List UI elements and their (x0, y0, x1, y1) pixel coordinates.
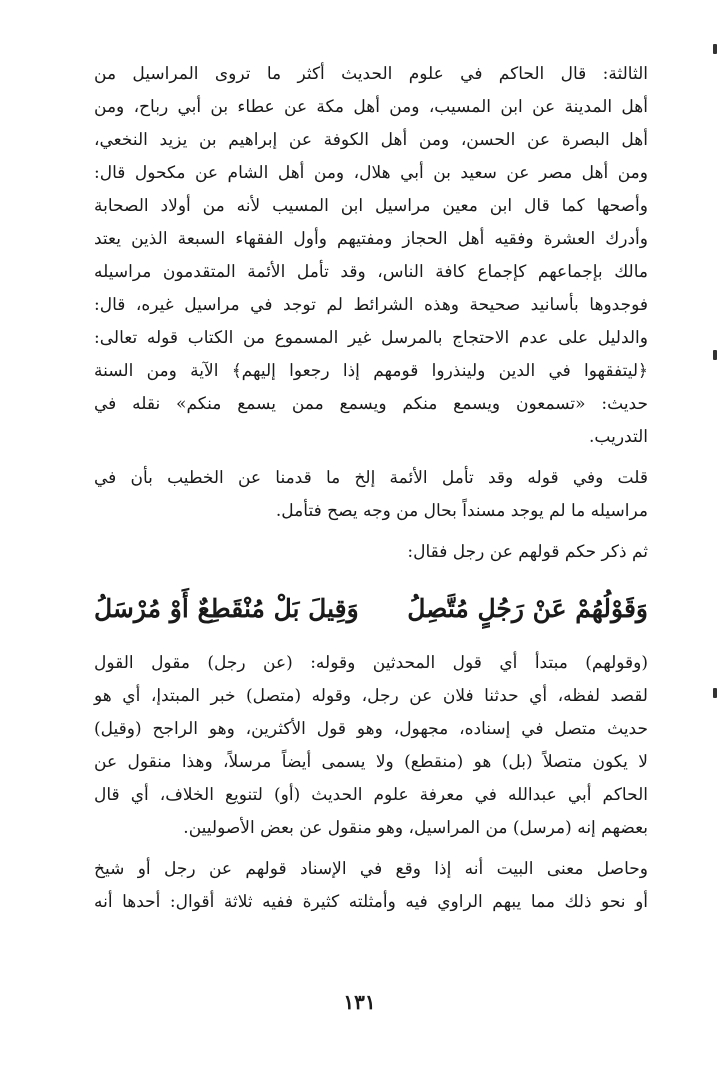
intro-line (94, 536, 648, 569)
text-line: ومن أهل مصر عن سعيد بن أبي هلال، ومن أهل الشام عن مكحول قال: (94, 163, 648, 183)
text-line: قلت وفي قوله وقد تأمل الأئمة إلخ ما قدمنا عن الخطيب بأن في (94, 468, 648, 488)
text-line: والدليل على عدم الاحتجاج بالمرسل غير المسموع من الكتاب قوله تعالى: (94, 328, 648, 348)
verse-first-hemistich: وَقَوْلُهُمْ عَنْ رَجُلٍ مُتَّصِلُ (407, 594, 648, 623)
paragraph-4 (94, 853, 648, 919)
text-line: الثالثة: قال الحاكم في علوم الحديث أكثر ما تروى المراسيل من (94, 64, 648, 84)
text-line: لقصد لفظه، أي حدثنا فلان عن رجل، وقوله (متصل) خبر المبتدإ، أي هو (94, 686, 648, 706)
text-line: حديث متصل في إسناده، مجهول، وهو قول الأكثرين، وهو الراجح (وقيل) (94, 719, 648, 739)
text-line: وأصحها كما قال ابن معين مراسيل ابن المسيب لأنه من أولاد الصحابة (94, 196, 648, 216)
text-line: وحاصل معنى البيت أنه إذا وقع في الإسناد قولهم عن رجل أو شيخ (94, 859, 648, 879)
verse-second-hemistich: وَقِيلَ بَلْ مُنْقَطِعٌ أَوْ مُرْسَلُ (94, 594, 359, 623)
paragraph-1 (94, 58, 648, 454)
edge-mark (713, 688, 717, 698)
text-line: التدريب. (589, 427, 648, 447)
text-line: الحاكم أبي عبدالله في معرفة علوم الحديث (أو) لتنويع الخلاف، أي قال (94, 785, 648, 805)
page-number: ١٣١ (343, 990, 376, 1014)
text-line: مراسيله ما لم يوجد مسنداً بحال من وجه يصح فتأمل. (275, 501, 648, 521)
text-line: لا يكون متصلاً (بل) هو (منقطع) ولا يسمى أيضاً مرسلاً، وهذا منقول عن (94, 752, 648, 772)
text-line: فوجدوها بأسانيد صحيحة وهذه الشرائط لم توجد في مراسيل غيره، قال: (94, 295, 648, 315)
text-line: وأدرك العشرة وفقيه أهل الحجاز ومفتيهم وأول الفقهاء السبعة الذين يعتد (94, 229, 648, 249)
poem-verse (94, 581, 648, 637)
text-line: بعضهم إنه (مرسل) من المراسيل، وهو منقول عن بعض الأصوليين. (183, 818, 648, 838)
text-line: ﴿ليتفقهوا في الدين ولينذروا قومهم إذا رجعوا إليهم﴾ الآية ومن السنة (94, 361, 648, 381)
text-line: أهل المدينة عن ابن المسيب، ومن أهل مكة عن عطاء بن أبي رباح، ومن (94, 97, 648, 117)
paragraph-3 (94, 647, 648, 845)
edge-mark (713, 350, 717, 360)
paragraph-2 (94, 462, 648, 528)
text-line: ثم ذكر حكم قولهم عن رجل فقال: (407, 542, 648, 562)
edge-mark (713, 44, 717, 54)
text-line: مالك بإجماعهم كإجماع كافة الناس، وقد تأمل الأئمة المتقدمون مراسيله (94, 262, 648, 282)
text-line: أو نحو ذلك مما يبهم الراوي فيه وأمثلته كثيرة ففيه ثلاثة أقوال: أحدها أنه (94, 892, 648, 912)
text-line: أهل البصرة عن الحسن، ومن أهل الكوفة عن إبراهيم بن يزيد النخعي، (94, 130, 648, 150)
text-line: حديث: «تسمعون ويسمع منكم ويسمع ممن يسمع منكم» نقله في (94, 394, 648, 414)
text-line: (وقولهم) مبتدأ أي قول المحدثين وقوله: (عن رجل) مقول القول (94, 653, 648, 673)
page-body (94, 58, 648, 919)
